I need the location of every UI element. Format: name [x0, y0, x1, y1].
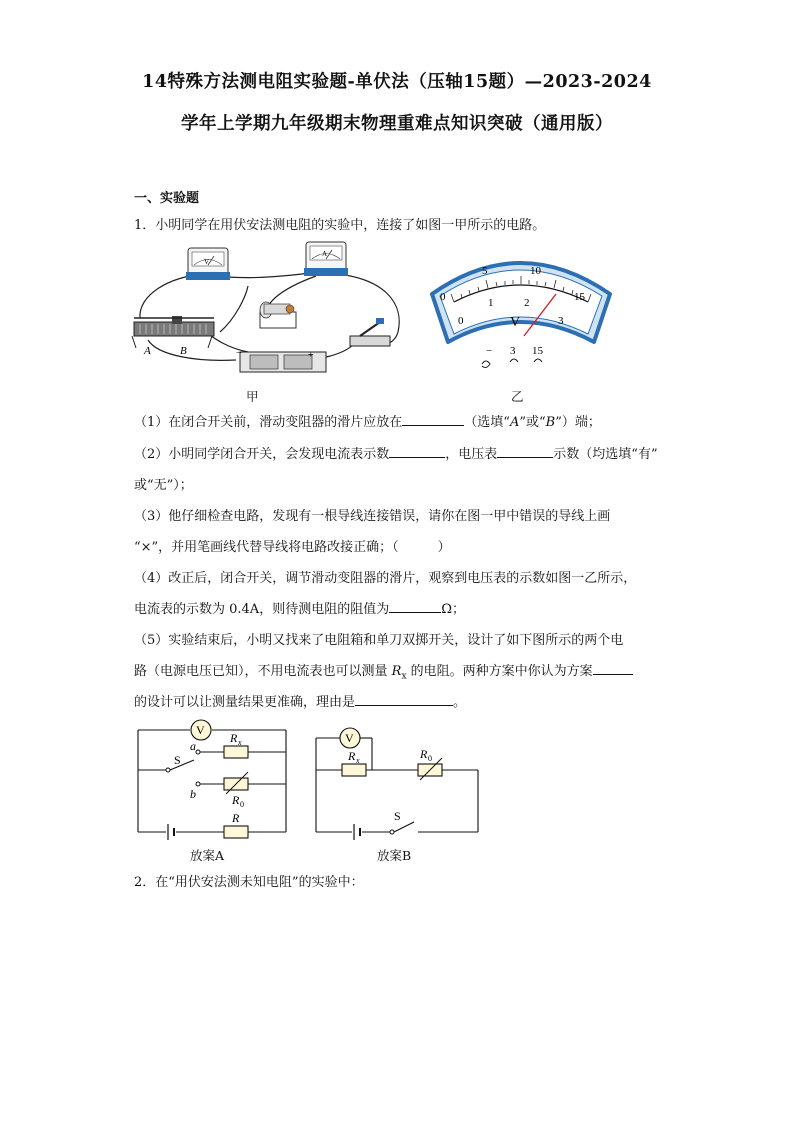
- scheme-a-r: R: [232, 811, 240, 825]
- answer-blank[interactable]: [355, 693, 453, 706]
- rheostat: [132, 316, 214, 348]
- scheme-b-circuit: [308, 724, 486, 844]
- scheme-b-v: V: [345, 731, 354, 745]
- scheme-a-rx: R: [230, 731, 238, 745]
- scheme-a-circuit: [130, 712, 296, 844]
- ammeter: [304, 242, 348, 276]
- outer-tick-5: 5: [482, 265, 488, 277]
- terminal-knob: [510, 359, 518, 362]
- inner-tick-3: 3: [558, 315, 564, 327]
- contact-b: [196, 782, 200, 786]
- terminal-knob: [482, 361, 490, 368]
- outer-tick-15: 15: [574, 291, 585, 303]
- scheme-b-r0: R: [420, 747, 428, 761]
- figure-yi-meter: [424, 254, 618, 382]
- q1-part-4-cont: 电流表的示数为 0.4A，则待测电阻的阻值为 Ω；: [134, 602, 465, 617]
- figure-jia-label: 甲: [246, 389, 259, 404]
- terminal-15: 15: [532, 345, 543, 357]
- resistor-rx: [224, 746, 248, 758]
- battery-plus: +: [308, 350, 314, 361]
- inner-tick-1: 1: [488, 297, 494, 309]
- q1-stem: 1．小明同学在用伏安法测电阻的实验中，连接了如图一甲所示的电路。: [134, 218, 546, 233]
- inner-tick-2: 2: [524, 297, 530, 309]
- answer-blank[interactable]: [389, 445, 445, 458]
- figure-jia-circuit: [128, 236, 418, 384]
- battery-minus: −: [236, 348, 242, 359]
- switch: [350, 318, 390, 346]
- q1-part-2-cont: 或“无”）；: [134, 478, 193, 493]
- terminal-3: 3: [510, 345, 516, 357]
- scheme-a-rx-sub: x: [238, 738, 242, 747]
- terminal-minus: −: [486, 345, 493, 357]
- scheme-a-r0: R: [232, 793, 240, 807]
- wire: [338, 274, 399, 345]
- scheme-b-s: S: [394, 809, 401, 823]
- scheme-b-caption: 放案B: [377, 848, 412, 863]
- contact-a: [196, 750, 200, 754]
- q1-part-3-cont: “×”，并用笔画线代替导线将电路改接正确；（ ）: [134, 540, 451, 555]
- figure-yi-label: 乙: [511, 389, 524, 404]
- terminal-knob: [534, 359, 542, 362]
- q1-part-1: （1）在闭合开关前，滑动变阻器的滑片应放在 （选填“A”或“B”）端；: [134, 415, 601, 430]
- voltmeter-letter: V: [204, 258, 210, 266]
- scheme-b-rx-sub: x: [356, 756, 360, 765]
- q1-part-4: （4）改正后，闭合开关，调节滑动变阻器的滑片，观察到电压表的示数如图一乙所示，: [134, 571, 637, 586]
- scheme-a-r0-sub: 0: [240, 800, 244, 809]
- q1-part-5-cont2: 的设计可以让测量结果更准确，理由是 。: [134, 695, 467, 710]
- q1-part-2: （2）小明同学闭合开关，会发现电流表示数 ，电压表 示数（均选填“有”: [134, 447, 658, 462]
- scheme-a-v: V: [196, 723, 205, 737]
- wire: [140, 274, 206, 318]
- inner-tick-0: 0: [458, 315, 464, 327]
- resistor-rx: [260, 302, 296, 328]
- scheme-a-b: b: [190, 787, 196, 801]
- switch-pivot: [390, 830, 394, 834]
- q1-part-3: （3）他仔细检查电路，发现有一根导线连接错误，请你在图一甲中错误的导线上画: [134, 509, 611, 524]
- q2-stem: 2．在“用伏安法测未知电阻”的实验中：: [134, 875, 364, 890]
- resistor-r: [224, 826, 248, 838]
- scheme-a-s: S: [174, 753, 181, 767]
- title-line-1: 14特殊方法测电阻实验题-单伏法（压轴15题）—2023-2024: [142, 72, 652, 92]
- title-line-2: 学年上学期九年级期末物理重难点知识突破（通用版）: [181, 114, 613, 134]
- meter-unit: V: [510, 315, 521, 330]
- scheme-a-a: a: [190, 739, 196, 753]
- wire: [220, 272, 318, 278]
- resistor-rx: [342, 764, 366, 776]
- q1-part-5: （5）实验结束后，小明又找来了电阻箱和单刀双掷开关，设计了如下图所示的两个电: [134, 633, 624, 648]
- outer-tick-10: 10: [530, 265, 541, 277]
- answer-blank[interactable]: [593, 662, 633, 675]
- q1-part-5-cont: 路（电源电压已知），不用电流表也可以测量 $R_x$ 的电阻。两种方案中你认为方案: [134, 660, 633, 682]
- outer-tick-0: 0: [440, 291, 446, 303]
- rheostat-terminal-a: A: [144, 345, 151, 357]
- section-heading: 一、实验题: [134, 191, 200, 206]
- answer-blank[interactable]: [389, 600, 441, 613]
- scheme-b-rx: R: [348, 749, 356, 763]
- switch-pivot: [166, 768, 170, 772]
- answer-blank[interactable]: [497, 445, 553, 458]
- ammeter-letter: A: [322, 250, 328, 258]
- wire: [220, 286, 248, 332]
- rheostat-terminal-b: B: [180, 345, 187, 357]
- answer-blank[interactable]: [402, 413, 464, 426]
- scheme-b-r0-sub: 0: [428, 754, 432, 763]
- switch-blade: [394, 822, 414, 832]
- scheme-a-caption: 放案A: [190, 848, 225, 863]
